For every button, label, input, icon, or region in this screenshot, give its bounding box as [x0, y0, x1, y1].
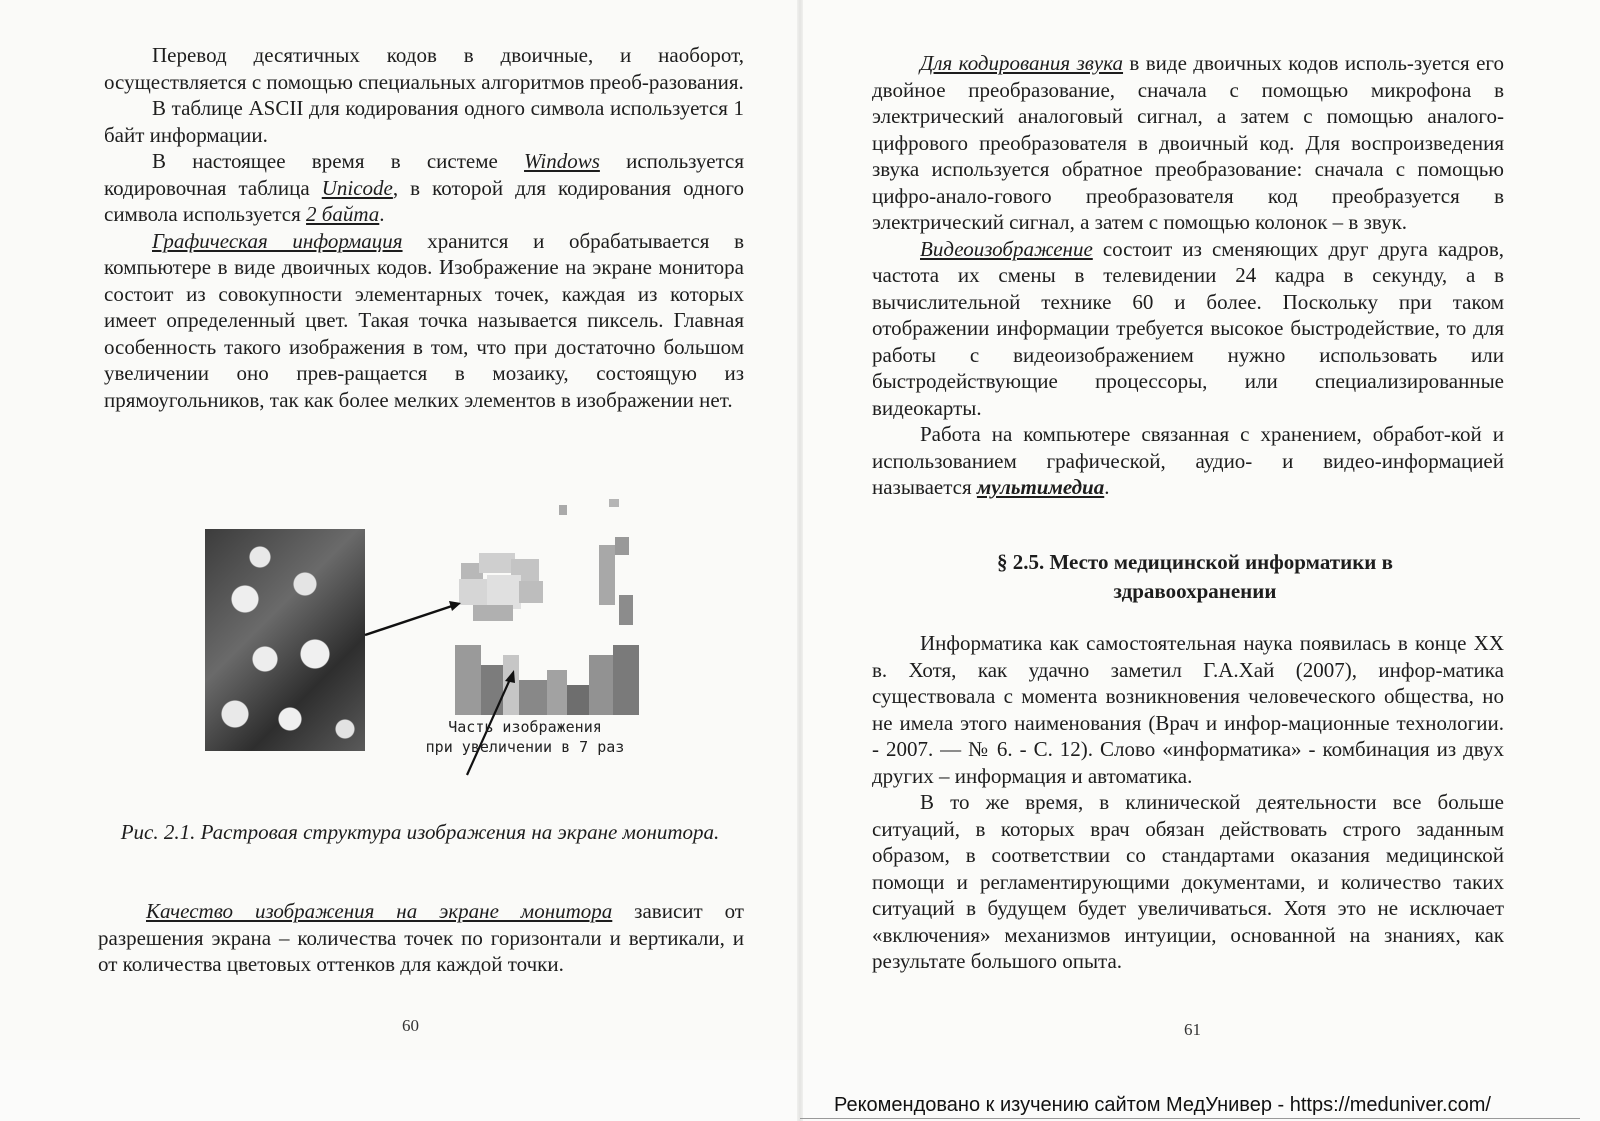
section-heading: § 2.5. Место медицинской информатики в здравоохранении	[996, 550, 1393, 603]
bytes-term: 2 байта	[306, 202, 380, 226]
unicode-term: Unicode	[321, 175, 393, 200]
page-number-right: 61	[1184, 1020, 1201, 1039]
right-paragraph-2: Видеоизображение состоит из сменяющих друг друга кадров, частота их смены в телевидении 24 кадра в секунду, а в вычислительной технике 60 и более. Поскольку при таком отображении информации требуется высокое быстродействие, то для работы с видеоизображением нужно использовать или быстродействующие процессоры, или специализированные видеокарты.	[872, 236, 1504, 420]
multimedia-term: мультимедиа	[976, 475, 1105, 499]
right-paragraph-3: Работа на компьютере связанная с хранением, обработ-кой и использованием графической, аудио- и видео-информацией называется мультимедиа.	[872, 422, 1504, 499]
graphic-info-term: Графическая информация	[152, 228, 403, 253]
right-paragraph-5: В то же время, в клинической деятельности все больше ситуаций, в которых врач обязан действовать строго заданным образом, в соответствии со стандартами оказания медицинской помощи и регламентирующими документами, и количество таких ситуаций в будущем будет увеличиваться. Хотя это не исключает «включения» механизмов интуиции, основанной на знаниях, как результате большого опыта.	[872, 790, 1504, 973]
sound-coding-term: Для кодирования звука	[920, 51, 1124, 75]
video-term: Видеоизображение	[920, 236, 1093, 261]
left-page-text-top	[104, 42, 744, 413]
image-quality-term: Качество изображения на экране монитора	[146, 899, 613, 923]
left-paragraph-5: Качество изображения на экране монитора зависит от разрешения экрана – количества точек по горизонтали и вертикали, и от количества цветовых оттенков для каждой точки.	[98, 899, 744, 976]
left-paragraph-2: В таблице ASCII для кодирования одного символа используется 1 байт информации.	[104, 96, 744, 147]
right-paragraph-1: Для кодирования звука в виде двоичных кодов исполь-зуется его двойное преобразование, сначала с помощью микрофона в электрический аналоговый сигнал, а затем с помощью аналого-цифрового преобразователя в двоичный код. Для воспроизведения звука используется обратное преобразование: сначала с помощью цифро-анало-гового преобразователя код преобразуется в электрический сигнал, а затем с помощью колонок – в звук.	[872, 51, 1505, 234]
right-page-text-bottom	[872, 630, 1504, 975]
raster-figure	[205, 495, 645, 795]
left-page-text-bottom	[98, 898, 744, 978]
book-fold	[797, 0, 803, 1121]
windows-term: Windows	[524, 149, 600, 173]
right-page-text-top	[872, 50, 1504, 501]
right-paragraph-4: Информатика как самостоятельная наука появилась в конце XX в. Хотя, как удачно заметил Г.А.Хай (2007), инфор-матика существовала с момента возникновения человеческого общества, но не имела этого наименования (Врач и инфор-мационные технологии. - 2007. — № 6. - С. 12). Слово «информатика» - комбинация из двух других – информация и автоматика.	[872, 631, 1504, 788]
footer-recommendation: Рекомендовано к изучению сайтом МедУнивер - https://meduniver.com/	[834, 1094, 1491, 1116]
figure-caption: Рис. 2.1. Растровая структура изображения на экране монитора.	[120, 820, 720, 844]
footer-divider	[800, 1118, 1580, 1119]
figure-label: Часть изображения при увеличении в 7 раз	[425, 718, 625, 756]
left-paragraph-4: Графическая информация хранится и обрабатывается в компьютере в виде двоичных кодов. Изображение на экране монитора состоит из совокупности элементарных точек, каждая из которых имеет определенный цвет. Такая точка называется пиксель. Главная особенность такого изображения в том, что при достаточно большом увеличении оно прев-ращается в мозаику, состоящую из прямоугольников, так как более мелких элементов в изображении нет.	[104, 228, 744, 412]
left-paragraph-1: Перевод десятичных кодов в двоичные, и наоборот, осуществляется с помощью специальных алгоритмов преоб-разования.	[104, 43, 744, 94]
left-paragraph-3: В настоящее время в системе Windows используется кодировочная таблица Unicode, в которой для кодирования одного символа используется 2 байта.	[104, 149, 745, 226]
page-number-left: 60	[402, 1016, 419, 1035]
